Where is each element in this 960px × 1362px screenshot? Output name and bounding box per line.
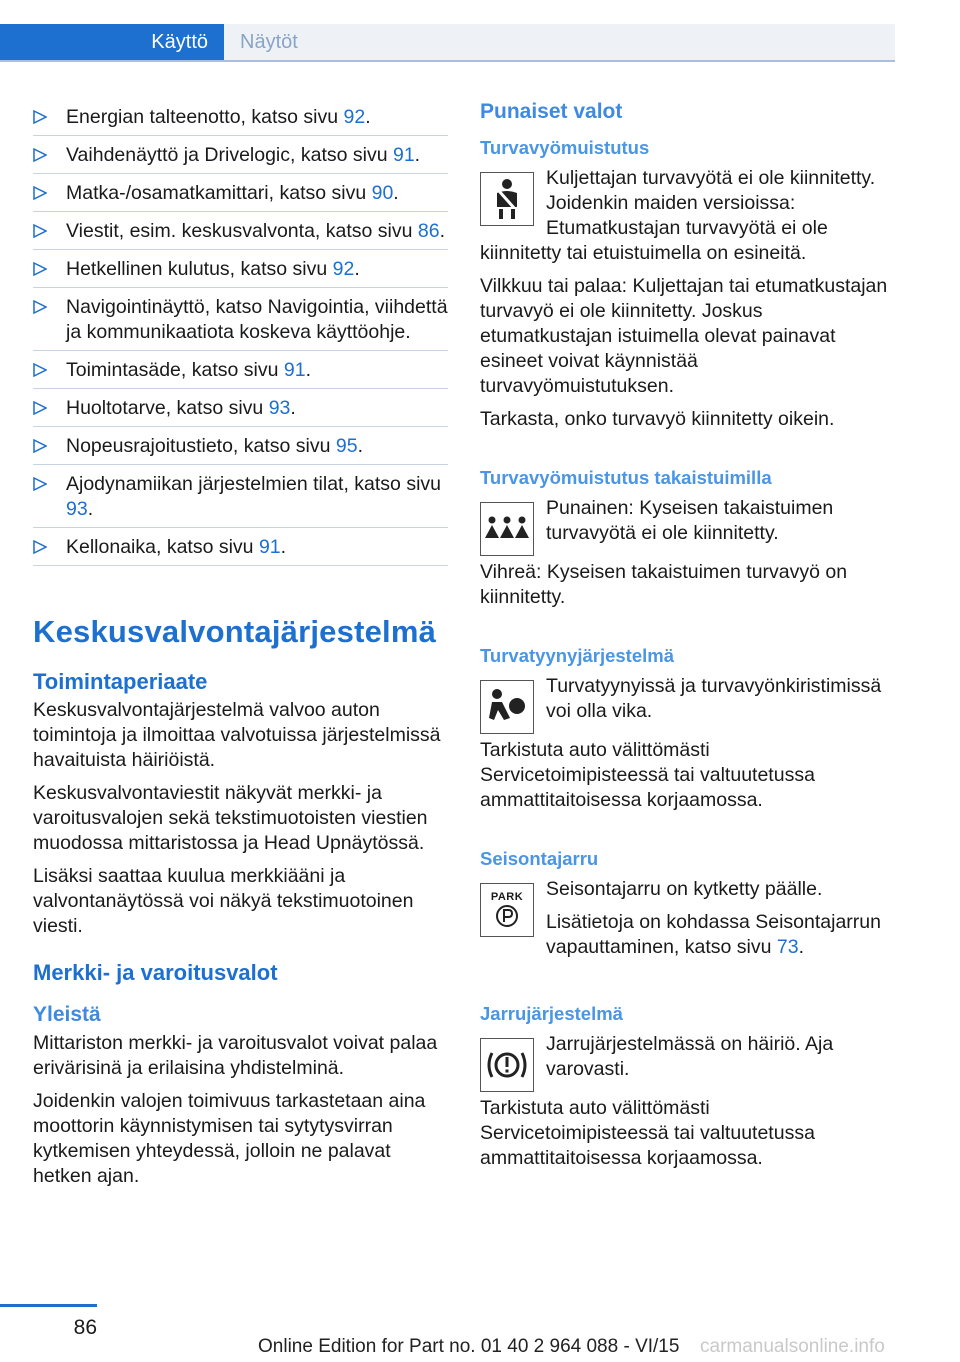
triangle-bullet-icon xyxy=(33,186,47,200)
page-link[interactable]: 93 xyxy=(66,498,88,520)
edition-text: Online Edition for Part no. 01 40 2 964 088 - VI/15 xyxy=(258,1336,680,1357)
red-lights-title: Punaiset valot xyxy=(480,100,623,123)
park-label: PARK xyxy=(490,891,524,903)
tab-kaytto[interactable]: Käyttö xyxy=(0,24,224,61)
right-column xyxy=(480,98,895,1205)
triangle-bullet-icon xyxy=(33,148,47,162)
page-link[interactable]: 91 xyxy=(392,144,415,166)
paragraph: Jarrujärjestelmässä on häiriö. Aja varovasti. xyxy=(546,1033,834,1080)
header-divider xyxy=(0,60,895,62)
page-link[interactable]: 73 xyxy=(776,936,799,958)
triangle-bullet-icon xyxy=(33,401,47,415)
airbag-icon xyxy=(480,680,534,734)
airbag-block xyxy=(480,644,895,813)
list-item: Ajodynamiikan järjestelmien tilat, katso sivu 93. xyxy=(33,465,448,528)
header-tabs xyxy=(0,0,895,62)
footer-divider xyxy=(0,1304,97,1307)
brake-warning-icon xyxy=(480,1038,534,1092)
tab-naytot[interactable]: Näytöt xyxy=(224,24,895,61)
paragraph: Punainen: Kyseisen takaistuimen turvavyötä ei ole kiinnitetty. xyxy=(546,497,834,544)
paragraph: Vihreä: Kyseisen takaistuimen turvavyö on kiinnitetty. xyxy=(480,561,848,608)
list-item: Vaihdenäyttö ja Drivelogic, katso sivu 91. xyxy=(33,136,448,174)
triangle-bullet-icon xyxy=(33,262,47,276)
page-link[interactable]: 91 xyxy=(258,536,281,558)
subsection-lights: Merkki- ja varoitusvalot xyxy=(33,960,278,985)
list-item: Nopeusrajoitustieto, katso sivu 95. xyxy=(33,427,448,465)
seatbelt-icon xyxy=(480,172,534,226)
paragraph: Keskusvalvontajärjestelmä valvoo auton toimintoja ja ilmoittaa valvotuissa järjestelmissä havaituista häiriöistä. xyxy=(33,699,441,771)
left-column xyxy=(33,98,448,1197)
block-heading: Jarrujärjestelmä xyxy=(480,1003,623,1024)
seatbelt-reminder-block xyxy=(480,136,895,432)
block-heading: Turvavyömuistutus takaistuimilla xyxy=(480,467,772,488)
paragraph: Joidenkin valojen toimivuus tarkastetaan aina moottorin käynnistymisen tai sytytysvirran kytkemisen yhteydessä, jolloin ne palavat hetken ajan. xyxy=(33,1090,426,1187)
paragraph: Vilkkuu tai palaa: Kuljettajan tai etumatkustajan turvavyö ei ole kiinnitetty. Joskus etumatkustajan istuimella olevat painavat esineet voivat käynnistää turvavyömuistutuksen. xyxy=(480,275,888,397)
list-item: Toimintasäde, katso sivu 91. xyxy=(33,351,448,389)
triangle-bullet-icon xyxy=(33,224,47,238)
list-item: Viestit, esim. keskusvalvonta, katso sivu 86. xyxy=(33,212,448,250)
paragraph: Tarkistuta auto välittömästi Servicetoimipisteessä tai valtuutetussa ammattitaitoisessa korjaamossa. xyxy=(480,1097,815,1169)
triangle-bullet-icon xyxy=(33,540,47,554)
paragraph: Mittariston merkki- ja varoitusvalot voivat palaa erivärisinä ja erilaisina yhdistelminä. xyxy=(33,1032,438,1079)
paragraph: Seisontajarru on kytketty päälle. xyxy=(546,878,823,900)
block-heading: Turvavyömuistutus xyxy=(480,137,650,158)
paragraph: Keskusvalvontaviestit näkyvät merkki- ja varoitusvalojen sekä tekstimuotoisten viestien muodossa mittaristossa ja Head Upnäytössä. xyxy=(33,782,428,854)
block-heading: Seisontajarru xyxy=(480,848,599,869)
rear-seatbelt-block xyxy=(480,466,895,610)
subsection-principle: Toimintaperiaate xyxy=(33,669,208,694)
section-title: Keskusvalvontajärjestelmä xyxy=(33,614,437,649)
page-number: 86 xyxy=(73,1316,97,1339)
subsection-general: Yleistä xyxy=(33,1003,101,1026)
page-link[interactable]: 86 xyxy=(417,220,440,242)
display-items-list xyxy=(33,98,448,566)
paragraph: Kuljettajan turvavyötä ei ole kiinnitetty. Joidenkin maiden versioissa: Etumatkustajan turvavyötä ei ole kiinnitetty tai etuistuimella on esineitä. xyxy=(480,167,876,264)
page-link[interactable]: 91 xyxy=(283,359,306,381)
paragraph: Turvatyynyissä ja turvavyönkiristimissä voi olla vika. xyxy=(546,675,882,722)
list-item: Kellonaika, katso sivu 91. xyxy=(33,528,448,566)
paragraph: Lisätietoja on kohdassa Seisontajarrun vapauttaminen, katso sivu 73. xyxy=(546,911,881,958)
page-link[interactable]: 92 xyxy=(343,106,366,128)
triangle-bullet-icon xyxy=(33,477,47,491)
triangle-bullet-icon xyxy=(33,300,47,314)
block-heading: Turvatyynyjärjestelmä xyxy=(480,645,675,666)
parking-brake-block xyxy=(480,847,895,968)
paragraph: Lisäksi saattaa kuulua merkkiääni ja valvontanäytössä voi näkyä tekstimuotoinen viesti. xyxy=(33,865,414,937)
triangle-bullet-icon xyxy=(33,363,47,377)
triangle-bullet-icon xyxy=(33,110,47,124)
list-item: Energian talteenotto, katso sivu 92. xyxy=(33,98,448,136)
paragraph: Tarkasta, onko turvavyö kiinnitetty oikein. xyxy=(480,408,835,430)
rear-seats-icon xyxy=(480,502,534,556)
triangle-bullet-icon xyxy=(33,439,47,453)
page-link[interactable]: 95 xyxy=(335,435,358,457)
list-item: Huoltotarve, katso sivu 93. xyxy=(33,389,448,427)
paragraph: Tarkistuta auto välittömästi Servicetoimipisteessä tai valtuutetussa ammattitaitoisessa korjaamossa. xyxy=(480,739,815,811)
list-item: Navigointinäyttö, katso Navigointia, viihdettä ja kommunikaatiota koskeva käyttöohje. xyxy=(33,288,448,351)
list-item: Matka-/osamatkamittari, katso sivu 90. xyxy=(33,174,448,212)
page-link[interactable]: 90 xyxy=(371,182,394,204)
park-brake-icon xyxy=(480,883,534,937)
page-link[interactable]: 92 xyxy=(332,258,355,280)
brake-system-block xyxy=(480,1002,895,1171)
page-link[interactable]: 93 xyxy=(268,397,291,419)
watermark: carmanualsonline.info xyxy=(700,1336,885,1357)
list-item: Hetkellinen kulutus, katso sivu 92. xyxy=(33,250,448,288)
